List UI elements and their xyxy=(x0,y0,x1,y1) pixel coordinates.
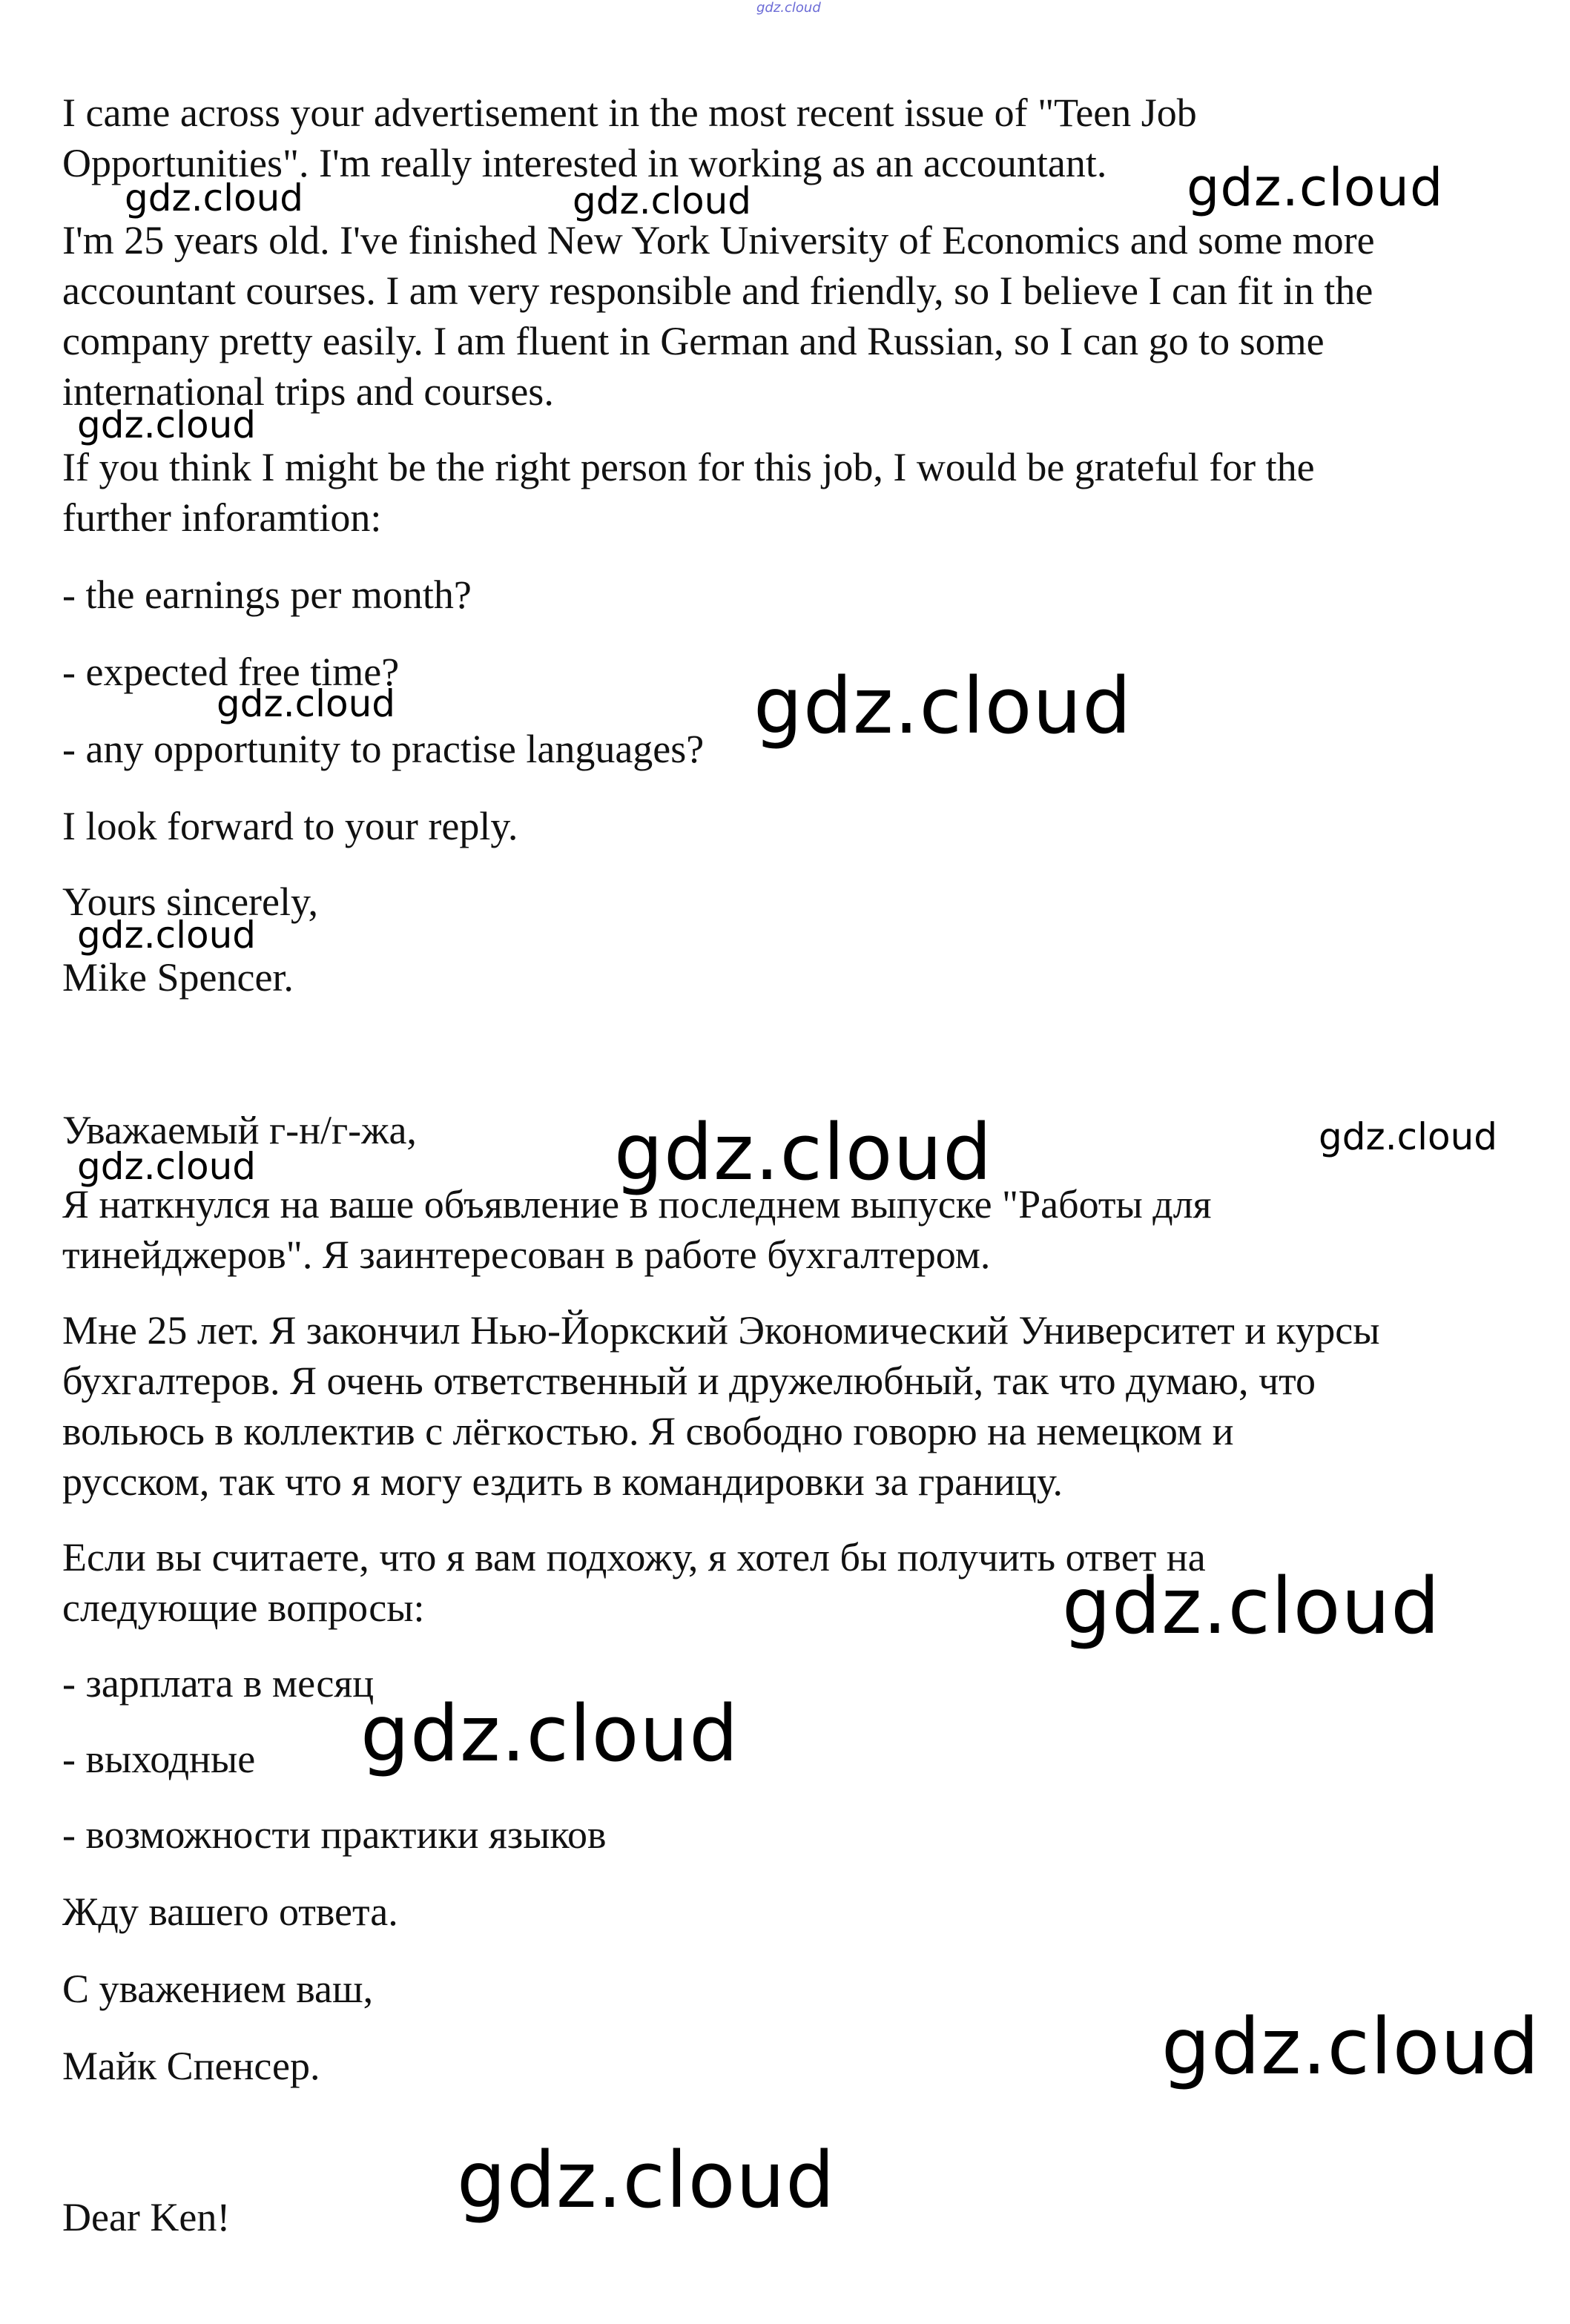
letter-en-line: I came across your advertisement in the most recent issue of "Teen Job xyxy=(62,90,1197,135)
watermark: gdz.cloud xyxy=(1062,1561,1441,1651)
watermark: gdz.cloud xyxy=(77,914,257,957)
letter-ru-line: тинейджеров". Я заинтересован в работе бухгалтером. xyxy=(62,1232,991,1277)
letter-en-line: accountant courses. I am very responsible and friendly, so I believe I can fit in the xyxy=(62,268,1373,313)
watermark: gdz.cloud xyxy=(614,1107,993,1198)
watermark: gdz.cloud xyxy=(753,661,1132,751)
letter-ru-signature: Майк Спенсер. xyxy=(62,2044,320,2088)
watermark: gdz.cloud xyxy=(217,682,396,725)
letter-ru-line: С уважением ваш, xyxy=(62,1967,374,2011)
letter-en-line: further inforamtion: xyxy=(62,495,382,540)
header-watermark: gdz.cloud xyxy=(756,0,821,16)
watermark: gdz.cloud xyxy=(360,1688,739,1779)
watermark: gdz.cloud xyxy=(1187,157,1444,218)
watermark: gdz.cloud xyxy=(573,179,752,222)
letter-en-line: - expected free time? xyxy=(62,650,400,694)
letter-en-line: If you think I might be the right person for this job, I would be grateful for the xyxy=(62,445,1315,489)
letter-en-line: company pretty easily. I am fluent in German and Russian, so I can go to some xyxy=(62,319,1325,363)
watermark: gdz.cloud xyxy=(77,1145,257,1188)
watermark: gdz.cloud xyxy=(77,403,257,446)
watermark: gdz.cloud xyxy=(457,2135,836,2225)
letter-ru-line: вольюсь в коллектив с лёгкостью. Я свободно говорю на немецком и xyxy=(62,1409,1234,1453)
letter-en-signature: Mike Spencer. xyxy=(62,955,294,1000)
letter-ru-line: - возможности практики языков xyxy=(62,1812,607,1857)
letter-ru-line: Мне 25 лет. Я закончил Нью-Йоркский Экономический Университет и курсы xyxy=(62,1308,1380,1353)
letter-ru-line: бухгалтеров. Я очень ответственный и дружелюбный, так что думаю, что xyxy=(62,1359,1316,1403)
letter-en-line: international trips and courses. xyxy=(62,369,554,414)
letter-ru-line: русском, так что я могу ездить в командировки за границу. xyxy=(62,1459,1063,1504)
letter-ru-line: Я наткнулся на ваше объявление в последнем выпуске "Работы для xyxy=(62,1182,1212,1227)
letter-ru-line: следующие вопросы: xyxy=(62,1585,425,1630)
letter-ru-line: Уважаемый г-н/г-жа, xyxy=(62,1108,417,1152)
letter-ru-line: - зарплата в месяц xyxy=(62,1661,375,1706)
letter-ru-line: Жду вашего ответа. xyxy=(62,1889,398,1934)
letter-en-line: Yours sincerely, xyxy=(62,879,318,924)
letter-ru-line: Если вы считаете, что я вам подхожу, я хотел бы получить ответ на xyxy=(62,1535,1206,1579)
letter-ru-line: - выходные xyxy=(62,1737,256,1781)
letter-en-line: I'm 25 years old. I've finished New York University of Economics and some more xyxy=(62,218,1375,263)
letter-en-line: - the earnings per month? xyxy=(62,572,472,617)
letter-en-line: Opportunities". I'm really interested in working as an accountant. xyxy=(62,141,1107,185)
letter-en-line: I look forward to your reply. xyxy=(62,804,518,848)
watermark: gdz.cloud xyxy=(125,176,304,219)
letter-en-line: - any opportunity to practise languages? xyxy=(62,727,705,771)
letter-next-greeting: Dear Ken! xyxy=(62,2195,231,2239)
watermark: gdz.cloud xyxy=(1319,1115,1498,1158)
watermark: gdz.cloud xyxy=(1161,2001,1540,2092)
